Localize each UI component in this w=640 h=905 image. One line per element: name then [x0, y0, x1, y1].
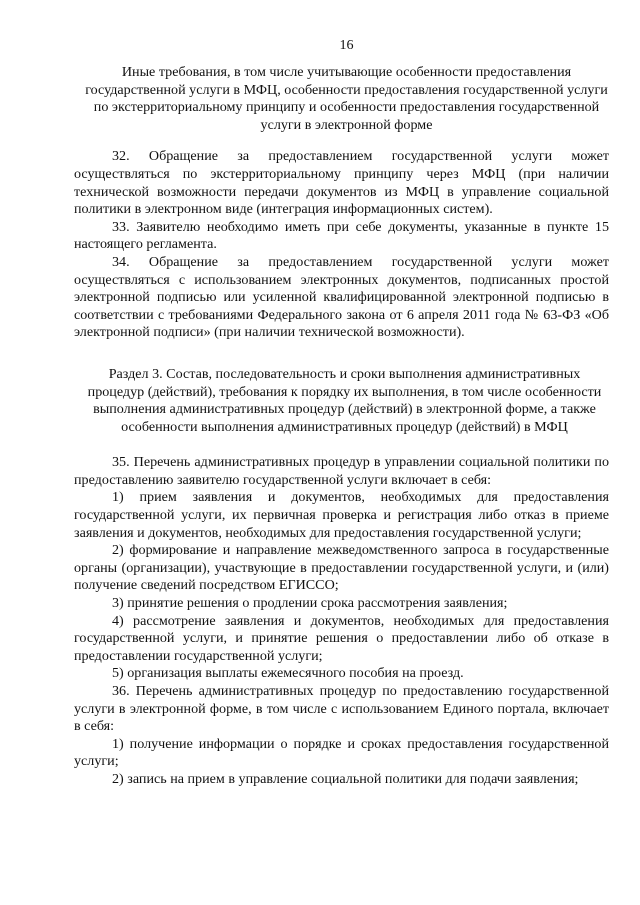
page-number: 16: [339, 37, 354, 53]
list-item-35-2: 2) формирование и направление межведомственного запроса в государственные органы (организации), участвующие в предоставлении государственной услуги, и (или) получение сведений посредством ЕГИССО;: [74, 542, 613, 594]
paragraph-35: 35. Перечень административных процедур в управлении социальной политики по предоставлению заявителю государственной услуги включает в себя:: [74, 454, 613, 488]
paragraph-36: 36. Перечень административных процедур по предоставлению государственной услуги в электронной форме, в том числе с использованием Единого портала, включает в себя:: [74, 683, 613, 735]
section-other-requirements: [74, 148, 613, 342]
list-item-35-4: 4) рассмотрение заявления и документов, необходимых для предоставления государственной услуги, и принятие решения о предоставлении либо об отказе в предоставлении государственной услуги;: [74, 612, 613, 664]
paragraph-33: 33. Заявителю необходимо иметь при себе документы, указанные в пункте 15 настоящего регламента.: [74, 218, 613, 253]
paragraph-34: 34. Обращение за предоставлением государственной услуги может осуществляться с использованием электронных документов, подписанных простой электронной подписью или усиленной квалифицированной электронной подписью в соответствии с требованиями Федерального закона от 6 апреля 2011 года № 63-ФЗ «Об электронной подписи» (при наличии технической возможности).: [74, 253, 613, 341]
list-item-36-1: 1) получение информации о порядке и сроках предоставления государственной услуги;: [74, 735, 613, 770]
list-item-35-3: 3) принятие решения о продлении срока рассмотрения заявления;: [112, 595, 508, 612]
section-3-body: [74, 454, 613, 788]
paragraph-32: 32. Обращение за предоставлением государственной услуги может осуществляться по экстерриториальному принципу через МФЦ (при наличии технической возможности передачи документов из МФЦ в управление социальной политики в электронном виде (интеграция информационных систем).: [74, 148, 613, 218]
list-item-36-2: 2) запись на прием в управление социальной политики для подачи заявления;: [112, 770, 579, 787]
list-item-35-1: 1) прием заявления и документов, необходимых для предоставления государственной услуги, их первичная проверка и регистрация либо отказ в приеме заявления и документов, необходимых для предоставления государственной услуги;: [74, 489, 613, 541]
list-item-35-5: 5) организация выплаты ежемесячного пособия на проезд.: [112, 665, 464, 682]
section-heading-section-3: Раздел 3. Состав, последовательность и сроки выполнения административных процедур (действий), требования к порядку их выполнения, в том числе особенности выполнения административных процедур (действий) в электронной форме, а также особенности выполнения административных процедур (действий) в МФЦ: [87, 365, 602, 435]
section-heading-other-requirements: Иные требования, в том числе учитывающие особенности предоставления государственной услуги в МФЦ, особенности предоставления государственной услуги по экстерриториальному принципу и особенности предоставления государственной услуги в электронной форме: [85, 64, 608, 133]
